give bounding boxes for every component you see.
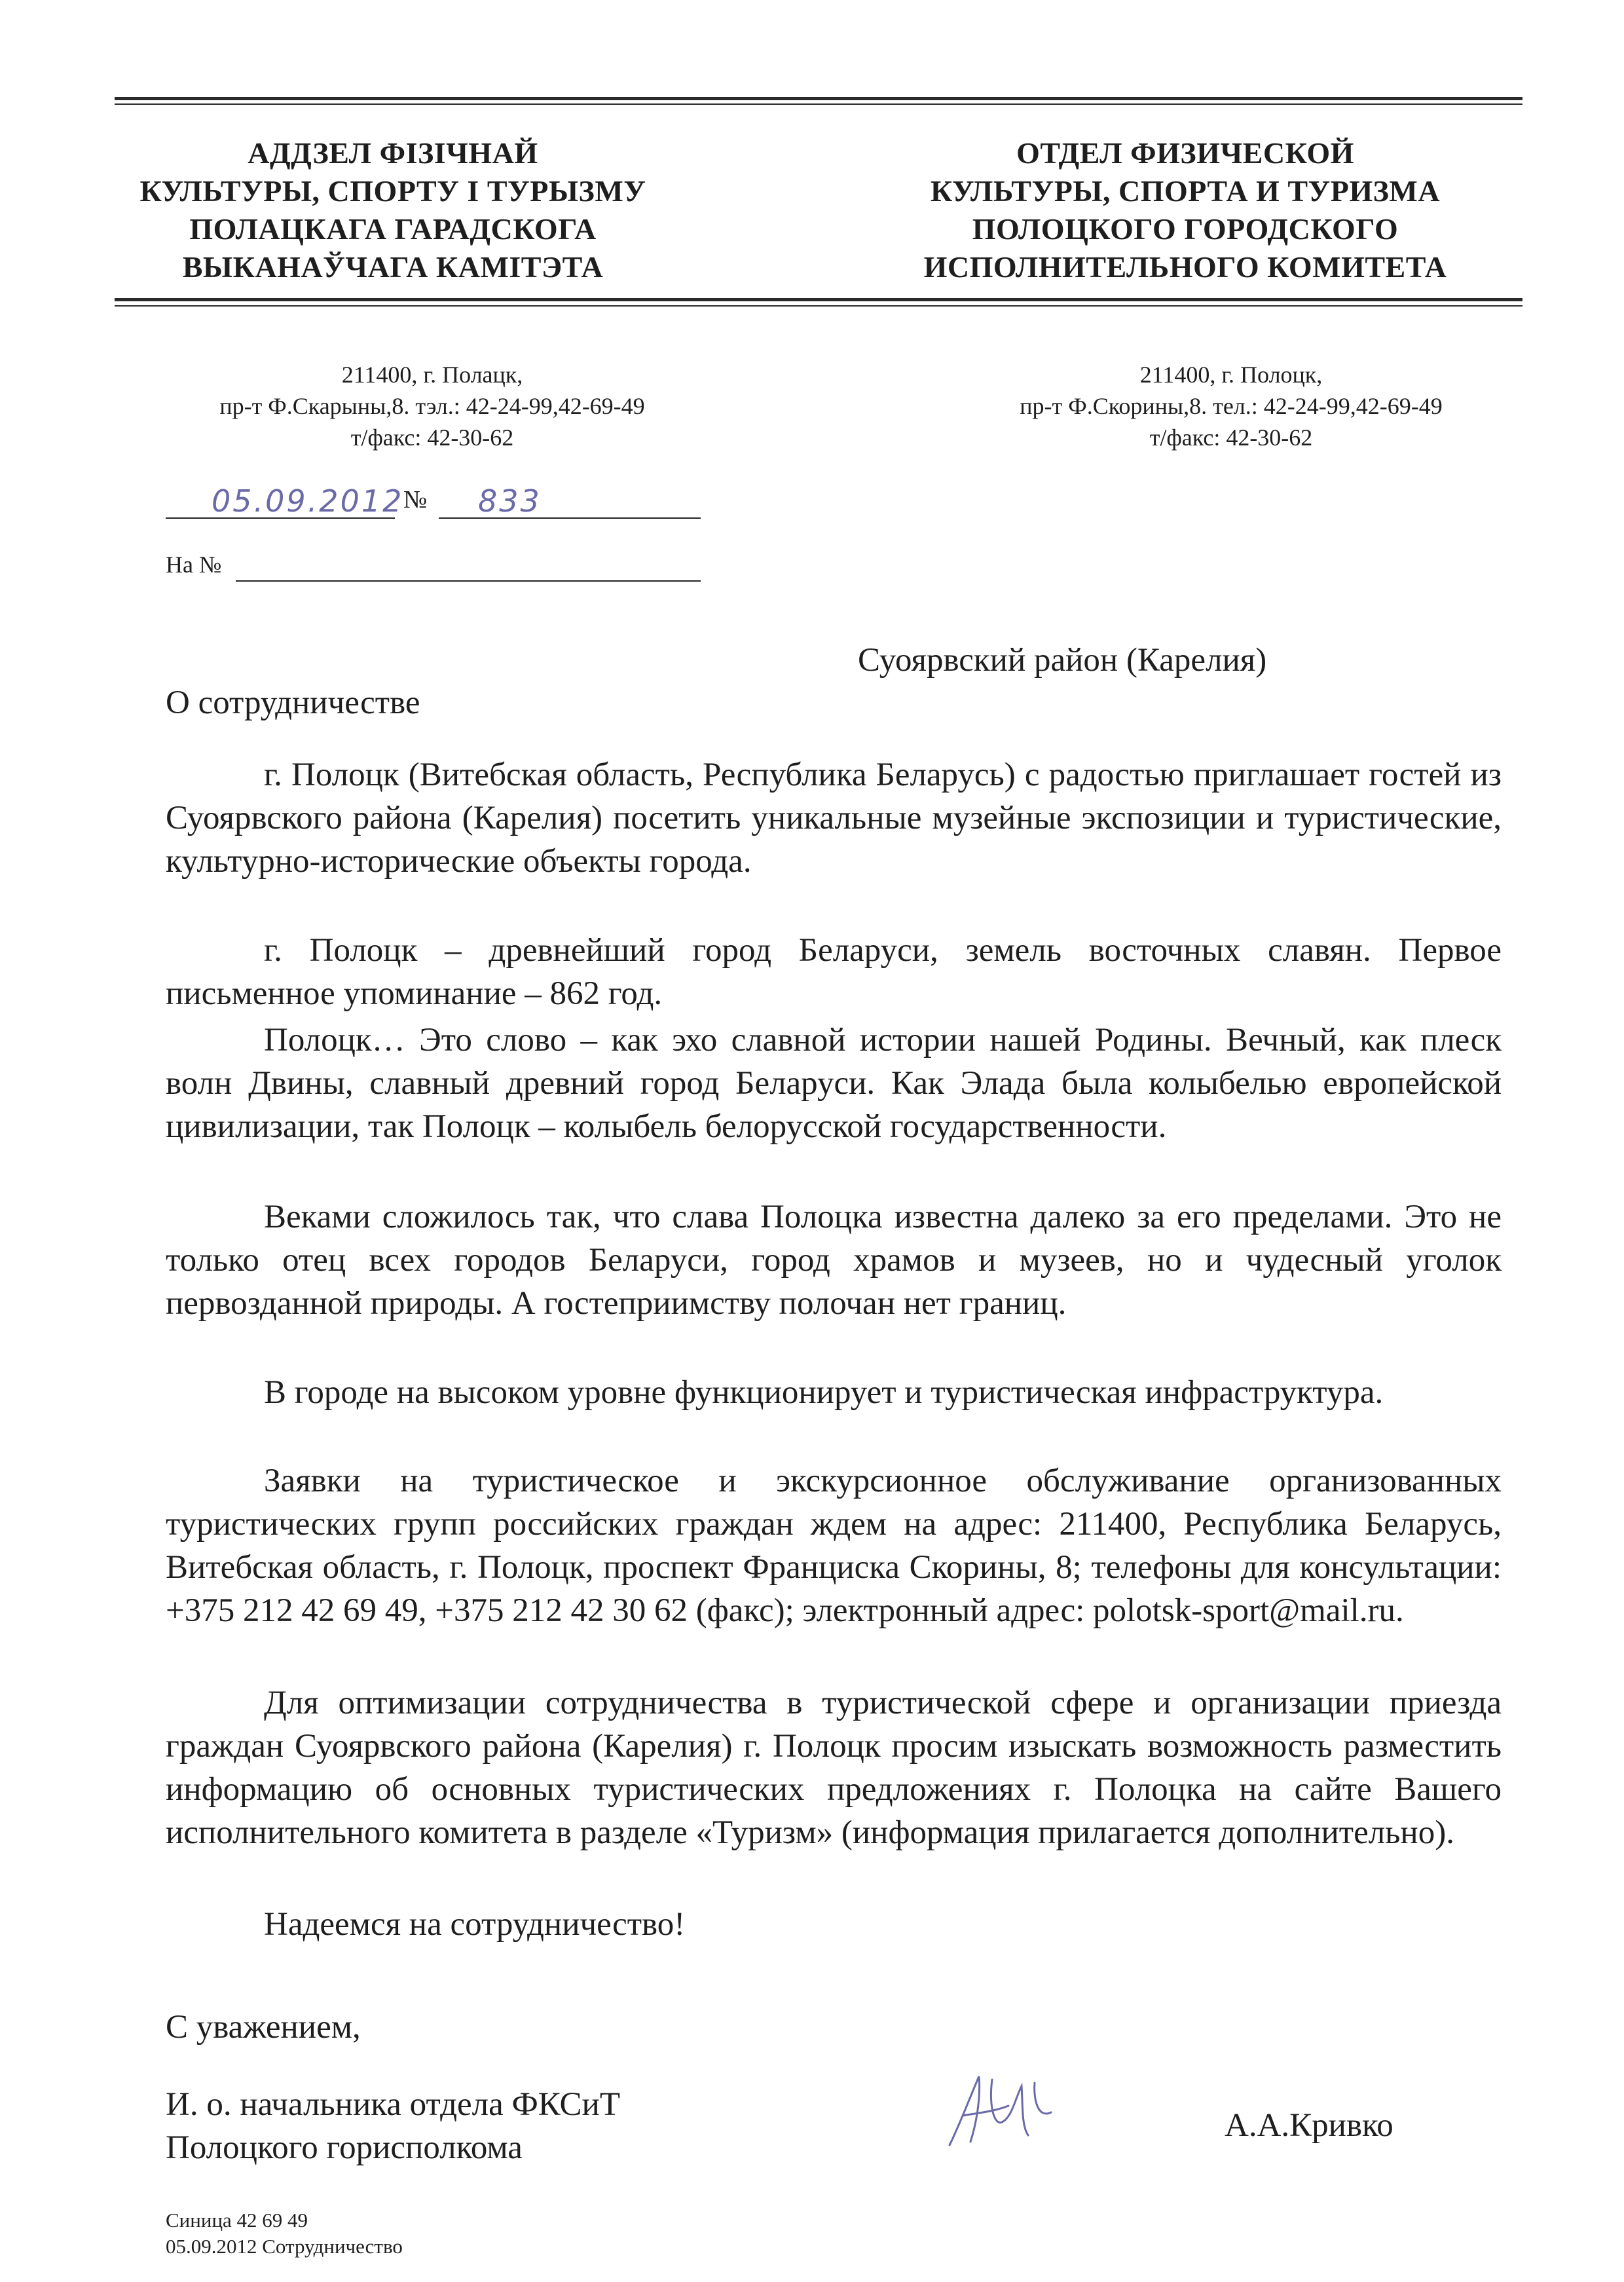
body-paragraph: Надеемся на сотрудничество! bbox=[264, 1906, 686, 1943]
header-left-line: ВЫКАНАЎЧАГА КАМІТЭТА bbox=[182, 250, 604, 284]
executor-info: Синица 42 69 49 bbox=[166, 2209, 308, 2232]
address-left-line: т/факс: 42-30-62 bbox=[350, 424, 514, 451]
header-left-line: ПОЛАЦКАГА ГАРАДСКОГА bbox=[189, 212, 597, 246]
handwritten-date: 05.09.2012 bbox=[212, 483, 404, 519]
number-field bbox=[439, 483, 701, 519]
body-paragraph: Веками сложилось так, что слава Полоцка известна далеко за его пределами. Это не только отец всех городов Беларуси, город храмов и музеев, но и чудесный уголок первозданной природы. А гостеприимству полочан нет границ. bbox=[166, 1199, 1502, 1322]
file-reference: 05.09.2012 Сотрудничество bbox=[166, 2235, 403, 2258]
signature-image bbox=[923, 2060, 1067, 2158]
recipient: Суоярвский район (Карелия) bbox=[858, 642, 1267, 679]
body-paragraph: Заявки на туристическое и экскурсионное обслуживание организованных туристических групп российских граждан ждем на адрес: 211400, Республика Беларусь, Витебская область, г. Полоцк, проспект Франциска Скорины, 8; телефоны для консультации: +375 212 42 69 49, +375 212 42 30 62 (факс); электронный адрес: polotsk-sport@mail.ru. bbox=[166, 1463, 1502, 1629]
body-paragraph: г. Полоцк – древнейший город Беларуси, земель восточных славян. Первое письменное упоминание – 862 год. bbox=[166, 932, 1502, 1012]
address-right-line: пр-т Ф.Скорины,8. тел.: 42-24-99,42-69-49 bbox=[1020, 393, 1443, 419]
address-left-line: 211400, г. Полацк, bbox=[341, 362, 523, 388]
address-left-line: пр-т Ф.Скарыны,8. тэл.: 42-24-99,42-69-49 bbox=[219, 393, 645, 419]
footer bbox=[166, 2207, 403, 2260]
address-right bbox=[930, 359, 1532, 453]
signatory-name: А.А.Кривко bbox=[1225, 2107, 1393, 2144]
header-left-line: АДДЗЕЛ ФІЗІЧНАЙ bbox=[248, 136, 538, 170]
header-right-line: КУЛЬТУРЫ, СПОРТА И ТУРИЗМА bbox=[930, 174, 1441, 208]
date-field bbox=[166, 483, 404, 519]
header-left-line: КУЛЬТУРЫ, СПОРТУ І ТУРЫЗМУ bbox=[139, 174, 646, 208]
top-rule bbox=[115, 97, 1522, 100]
signatory-position-line: И. о. начальника отдела ФКСиТ bbox=[166, 2086, 621, 2123]
body-paragraph: Полоцк… Это слово – как эхо славной истории нашей Родины. Вечный, как плеск волн Двины, славный древний город Беларуси. Как Элада была колыбелью европейской цивилизации, так Полоцк – колыбель белорусской государственности. bbox=[166, 1022, 1502, 1145]
signatory-position bbox=[166, 2083, 620, 2169]
header-rule bbox=[115, 298, 1522, 301]
reply-field bbox=[236, 549, 701, 582]
header-left bbox=[105, 134, 681, 286]
top-rule-thin bbox=[115, 103, 1522, 105]
address-right-line: 211400, г. Полоцк, bbox=[1139, 362, 1323, 388]
body-paragraph: В городе на высоком уровне функционирует и туристическая инфраструктура. bbox=[264, 1374, 1384, 1411]
signatory-position-line: Полоцкого горисполкома bbox=[166, 2129, 523, 2166]
number-label: № bbox=[403, 486, 428, 514]
handwritten-number: 833 bbox=[478, 483, 542, 519]
address-left bbox=[131, 359, 733, 453]
closing: С уважением, bbox=[166, 2009, 361, 2046]
subject: О сотрудничестве bbox=[166, 684, 420, 721]
header-right-line: ПОЛОЦКОГО ГОРОДСКОГО bbox=[972, 212, 1399, 246]
body-paragraph: г. Полоцк (Витебская область, Республика Беларусь) с радостью приглашает гостей из Суоярвского района (Карелия) посетить уникальные музейные экспозиции и туристические, культурно-исторические объекты города. bbox=[166, 757, 1502, 880]
header-right-line: ИСПОЛНИТЕЛЬНОГО КОМИТЕТА bbox=[923, 250, 1447, 284]
header-rule-thin bbox=[115, 305, 1522, 307]
reply-label: На № bbox=[166, 552, 222, 578]
header-right bbox=[871, 134, 1500, 286]
header-right-line: ОТДЕЛ ФИЗИЧЕСКОЙ bbox=[1016, 136, 1354, 170]
address-right-line: т/факс: 42-30-62 bbox=[1149, 424, 1313, 451]
body-paragraph: Для оптимизации сотрудничества в туристической сфере и организации приезда граждан Суоярвского района (Карелия) г. Полоцк просим изыскать возможность разместить информацию об основных туристических предложениях г. Полоцка на сайте Вашего исполнительного комитета в разделе «Туризм» (информация прилагается дополнительно). bbox=[166, 1685, 1502, 1851]
